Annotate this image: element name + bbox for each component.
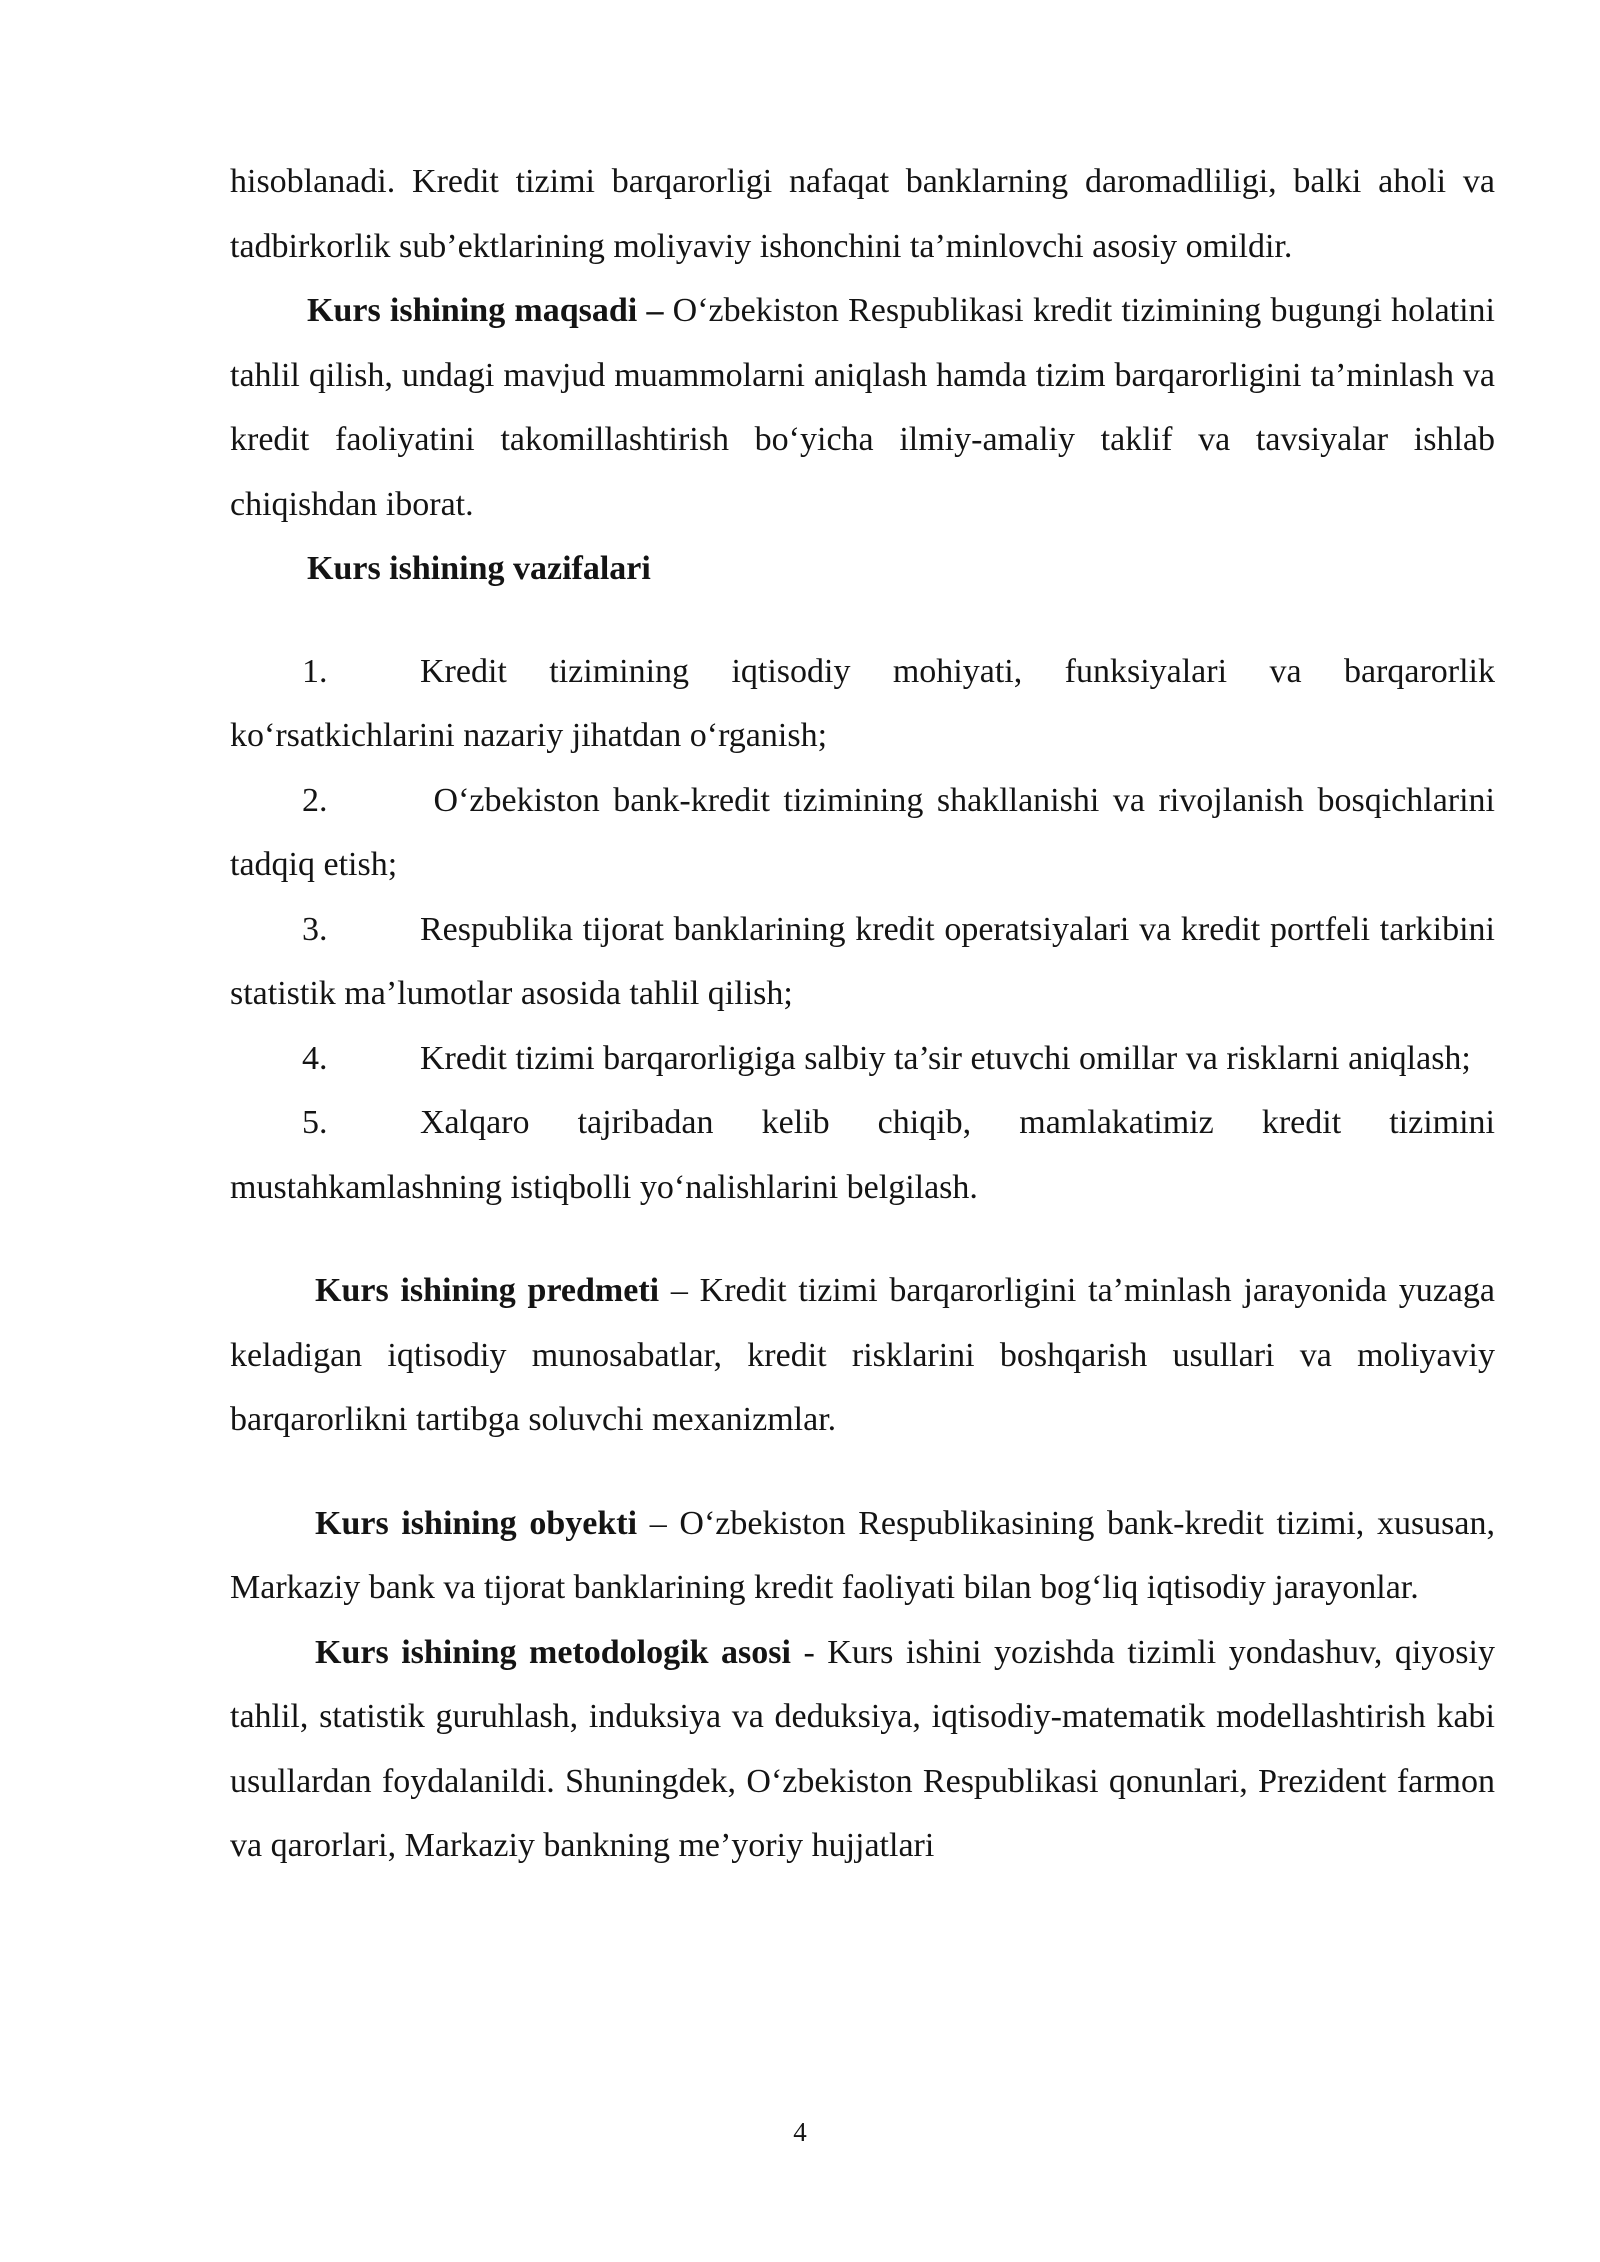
paragraph-object — [230, 1492, 1495, 1621]
methodology-label: Kurs ishining metodologik asosi — [315, 1633, 791, 1671]
tasks-heading: Kurs ishining vazifalari — [307, 550, 651, 587]
list-item-number: 1. — [302, 652, 328, 690]
paragraph-methodology — [230, 1621, 1495, 1879]
paragraph-subject — [230, 1259, 1495, 1453]
list-item — [230, 769, 1495, 898]
paragraph-intro-continuation: hisoblanadi. Kredit tizimi barqarorligi nafaqat banklarning daromadliligi, balki aholi va tadbirkorlik sub’ektlarining moliyaviy ishonchini ta’minlovchi asosiy omildir. — [230, 163, 1495, 265]
list-item-text: Kredit tizimi barqarorligiga salbiy ta’sir etuvchi omillar va risklarni aniqlash; — [420, 1039, 1471, 1077]
body-text — [230, 150, 1495, 1879]
list-item-number: 4. — [302, 1039, 328, 1077]
list-item-number: 2. — [302, 781, 328, 819]
list-item — [230, 898, 1495, 1027]
list-item-text: O‘zbekiston bank-kredit tizimining shakllanishi va rivojlanish bosqichlarini tadqiq etish; — [230, 781, 1495, 883]
spacer — [230, 1453, 1495, 1492]
list-item — [230, 1027, 1495, 1092]
object-label: Kurs ishining obyekti — [315, 1504, 638, 1542]
page-number: 4 — [793, 2117, 807, 2147]
list-item-text: Kredit tizimining iqtisodiy mohiyati, funksiyalari va barqarorlik ko‘rsatkichlarini nazariy jihatdan o‘rganish; — [230, 652, 1495, 754]
spacer — [230, 1220, 1495, 1259]
list-item-text: Respublika tijorat banklarining kredit operatsiyalari va kredit portfeli tarkibini statistik ma’lumotlar asosida tahlil qilish; — [230, 910, 1495, 1012]
object-text: – O‘zbekiston Respublikasining bank-kredit tizimi, xususan, Markaziy bank va tijorat banklarining kredit faoliyati bilan bog‘liq iqtisodiy jarayonlar. — [230, 1504, 1496, 1606]
methodology-text: - Kurs ishini yozishda tizimli yondashuv, qiyosiy tahlil, statistik guruhlash, induksiya va deduksiya, iqtisodiy-matematik modellashtirish kabi usullardan foydalanildi. Shuningdek, O‘zbekiston Respublikasi qonunlari, Prezident farmon va qarorlari, Markaziy bankning me’yoriy hujjatlari — [230, 1633, 1495, 1864]
goal-text: O‘zbekiston Respublikasi kredit tizimining bugungi holatini tahlil qilish, undagi mavjud muammolarni aniqlash hamda tizim barqarorligini ta’minlash va kredit faoliyatini takomillashtirish bo‘yicha ilmiy-amaliy taklif va tavsiyalar ishlab chiqishdan iborat. — [230, 292, 1495, 523]
goal-label: Kurs ishining maqsadi – — [307, 292, 664, 329]
list-item-text: Xalqaro tajribadan kelib chiqib, mamlakatimiz kredit tizimini mustahkamlashning istiqbolli yo‘nalishlarini belgilash. — [230, 1104, 1495, 1206]
spacer — [230, 602, 1495, 640]
list-item-number: 3. — [302, 910, 328, 948]
list-item-number: 5. — [302, 1104, 328, 1141]
subject-text: – Kredit tizimi barqarorligini ta’minlash jarayonida yuzaga keladigan iqtisodiy munosabatlar, kredit risklarini boshqarish usullari va moliyaviy barqarorlikni tartibga soluvchi mexanizmlar. — [230, 1272, 1495, 1438]
paragraph-goal — [230, 279, 1495, 537]
subject-label: Kurs ishining predmeti — [315, 1272, 660, 1309]
tasks-list — [230, 640, 1495, 1221]
list-item — [230, 640, 1495, 769]
list-item — [230, 1091, 1495, 1220]
